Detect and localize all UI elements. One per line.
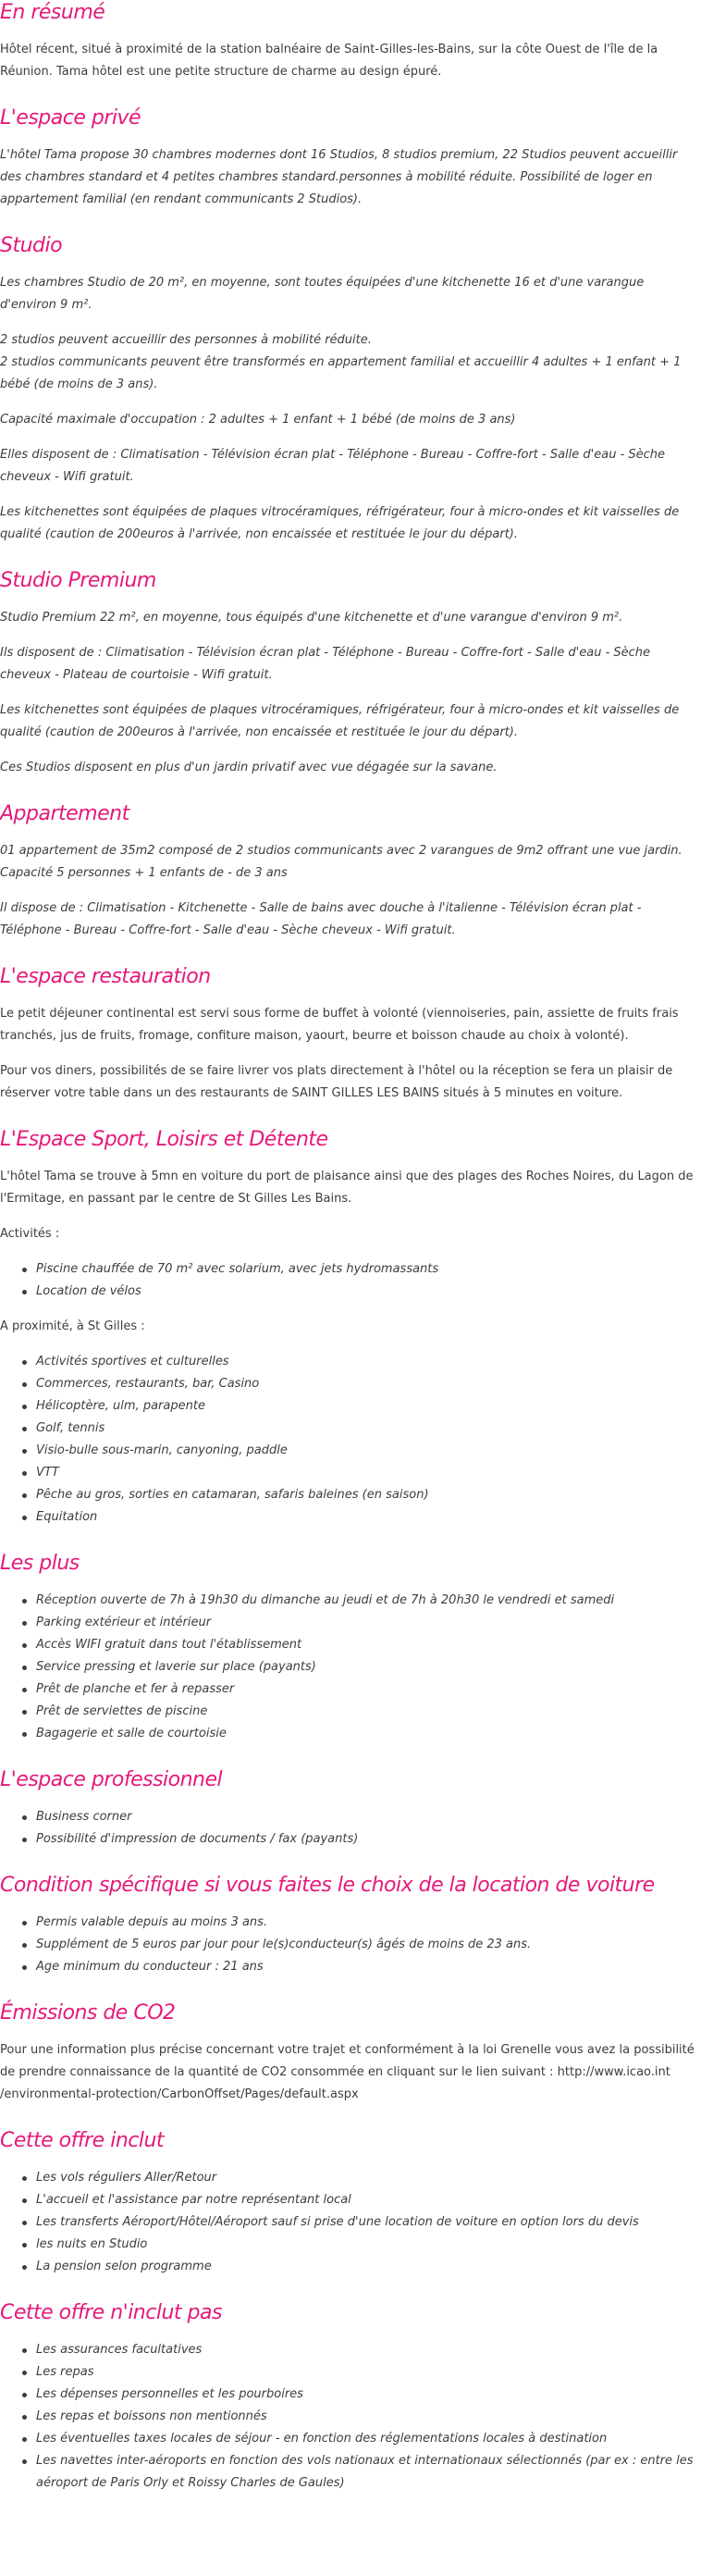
list-item: Age minimum du conducteur : 21 ans [36, 1956, 701, 1978]
section-professionnel [0, 1767, 701, 1851]
section-title: L'espace restauration [0, 965, 211, 988]
voiture-list [0, 1912, 701, 1978]
list-item: Business corner [36, 1806, 701, 1828]
section-title: Les plus [0, 1552, 80, 1575]
section-title: Studio Premium [0, 569, 156, 592]
section-title: Cette offre inclut [0, 2129, 165, 2152]
list-item: Prêt de serviettes de piscine [36, 1701, 701, 1723]
paragraph-line: 2 studios peuvent accueillir des personnes à mobilité réduite. [0, 333, 372, 347]
section-title: Émissions de CO2 [0, 2001, 176, 2025]
section-title: L'Espace Sport, Loisirs et Détente [0, 1128, 328, 1151]
section-location-voiture [0, 1873, 701, 1978]
inclut-list [0, 2167, 701, 2278]
section-title: Studio [0, 234, 63, 257]
paragraph: Ces Studios disposent en plus d'un jardin privatif avec vue dégagée sur la savane. [0, 761, 498, 774]
section-appartement [0, 801, 701, 942]
list-item: Pêche au gros, sorties en catamaran, safaris baleines (en saison) [36, 1484, 701, 1506]
paragraph: Pour une information plus précise concernant votre trajet et conformément à la loi Grenelle vous avez la possibilité de prendre connaissance de la quantité de CO2 consommée en cliquant sur le lien suivant : http://www.icao.int /environmental-protection/CarbonOffset/Pages/default.aspx [0, 2043, 695, 2101]
list-item: Accès WIFI gratuit dans tout l'établissement [36, 1634, 701, 1656]
list-item: Piscine chauffée de 70 m² avec solarium, avec jets hydromassants [36, 1258, 701, 1281]
paragraph: Les chambres Studio de 20 m², en moyenne, sont toutes équipées d'une kitchenette 16 et d'une varangue d'environ 9 m². [0, 276, 645, 312]
list-item: L'accueil et l'assistance par notre représentant local [36, 2189, 701, 2211]
paragraph: Hôtel récent, situé à proximité de la station balnéaire de Saint-Gilles-les-Bains, sur la côte Ouest de l'île de la Réunion. Tama hôtel est une petite structure de charme au design épuré. [0, 43, 658, 79]
list-item: Les repas et boissons non mentionnés [36, 2406, 701, 2428]
section-co2 [0, 2000, 701, 2106]
section-title: Cette offre n'inclut pas [0, 2301, 222, 2324]
section-resume [0, 0, 701, 83]
paragraph: Le petit déjeuner continental est servi sous forme de buffet à volonté (viennoiseries, pain, assiette de fruits frais tranchés, jus de fruits, fromage, confiture maison, yaourt, beurre et boisson chaude au choix à volonté). [0, 1007, 679, 1043]
section-studio-premium [0, 568, 701, 779]
plus-list [0, 1590, 701, 1745]
n-inclut-pas-list [0, 2339, 701, 2495]
paragraph: Les kitchenettes sont équipées de plaques vitrocéramiques, réfrigérateur, four à micro-ondes et kit vaisselles de qualité (caution de 200euros à l'arrivée, non encaissée et restituée le jour du départ). [0, 703, 680, 739]
section-title: Appartement [0, 802, 129, 825]
section-espace-prive [0, 105, 701, 211]
section-title: L'espace privé [0, 106, 141, 130]
list-item: Parking extérieur et intérieur [36, 1612, 701, 1634]
paragraph: 01 appartement de 35m2 composé de 2 studios communicants avec 2 varangues de 9m2 offrant une vue jardin. Capacité 5 personnes + 1 enfants de - de 3 ans [0, 844, 683, 880]
list-item: Hélicoptère, ulm, parapente [36, 1395, 701, 1418]
section-studio [0, 233, 701, 546]
list-item: les nuits en Studio [36, 2234, 701, 2256]
section-les-plus [0, 1551, 701, 1745]
paragraph: L'hôtel Tama propose 30 chambres modernes dont 16 Studios, 8 studios premium, 22 Studios peuvent accueillir des chambres standard et 4 petites chambres standard.personnes à mobilité réduite. Possibilité de loger en appartement familial (en rendant communicants 2 Studios). [0, 148, 678, 206]
list-item: Service pressing et laverie sur place (payants) [36, 1656, 701, 1678]
list-item: Les vols réguliers Aller/Retour [36, 2167, 701, 2189]
paragraph: Elles disposent de : Climatisation - Télévision écran plat - Téléphone - Bureau - Coffre-fort - Salle d'eau - Sèche cheveux - Wifi gratuit. [0, 448, 666, 484]
list-item: Activités sportives et culturelles [36, 1351, 701, 1373]
list-item: Les transferts Aéroport/Hôtel/Aéroport sauf si prise d'une location de voiture en option lors du devis [36, 2211, 701, 2234]
pro-list [0, 1806, 701, 1851]
list-item: Supplément de 5 euros par jour pour le(s)conducteur(s) âgés de moins de 23 ans. [36, 1934, 701, 1956]
activities-list [0, 1258, 701, 1303]
section-restauration [0, 964, 701, 1105]
list-item: Possibilité d'impression de documents / fax (payants) [36, 1828, 701, 1851]
list-item: VTT [36, 1462, 701, 1484]
list-item: Les navettes inter-aéroports en fonction des vols nationaux et internationaux sélectionnés (par ex : entre les aéroport de Paris Orly et Roissy Charles de Gaules) [36, 2450, 701, 2495]
paragraph: Ils disposent de : Climatisation - Télévision écran plat - Téléphone - Bureau - Coffre-fort - Salle d'eau - Sèche cheveux - Plateau de courtoisie - Wifi gratuit. [0, 646, 651, 682]
list-item: Réception ouverte de 7h à 19h30 du dimanche au jeudi et de 7h à 20h30 le vendredi et samedi [36, 1590, 701, 1612]
paragraph: Les kitchenettes sont équipées de plaques vitrocéramiques, réfrigérateur, four à micro-ondes et kit vaisselles de qualité (caution de 200euros à l'arrivée, non encaissée et restituée le jour du départ). [0, 505, 680, 541]
list-item: Permis valable depuis au moins 3 ans. [36, 1912, 701, 1934]
section-sport [0, 1127, 701, 1529]
list-item: Golf, tennis [36, 1418, 701, 1440]
list-label: A proximité, à St Gilles : [0, 1319, 145, 1333]
paragraph: Il dispose de : Climatisation - Kitchenette - Salle de bains avec douche à l'italienne - Télévision écran plat - Téléphone - Bureau - Coffre-fort - Salle d'eau - Sèche cheveux - Wifi gratuit. [0, 901, 642, 937]
section-offre-inclut [0, 2128, 701, 2278]
list-item: Bagagerie et salle de courtoisie [36, 1723, 701, 1745]
list-item: Les dépenses personnelles et les pourboires [36, 2384, 701, 2406]
paragraph: Capacité maximale d'occupation : 2 adultes + 1 enfant + 1 bébé (de moins de 3 ans) [0, 413, 516, 427]
section-offre-n-inclut-pas [0, 2300, 701, 2495]
list-item: Visio-bulle sous-marin, canyoning, paddle [36, 1440, 701, 1462]
list-item: La pension selon programme [36, 2256, 701, 2278]
list-item: Commerces, restaurants, bar, Casino [36, 1373, 701, 1395]
list-item: Les assurances facultatives [36, 2339, 701, 2361]
paragraph: Pour vos diners, possibilités de se faire livrer vos plats directement à l'hôtel ou la réception se fera un plaisir de réserver votre table dans un des restaurants de SAINT GILLES LES BAINS situés à 5 minutes en voiture. [0, 1064, 673, 1100]
paragraph: Studio Premium 22 m², en moyenne, tous équipés d'une kitchenette et d'une varangue d'environ 9 m². [0, 611, 623, 625]
paragraph: L'hôtel Tama se trouve à 5mn en voiture du port de plaisance ainsi que des plages des Roches Noires, du Lagon de l'Ermitage, en passant par le centre de St Gilles Les Bains. [0, 1170, 694, 1206]
list-item: Equitation [36, 1506, 701, 1529]
list-item: Location de vélos [36, 1281, 701, 1303]
paragraph-group [0, 329, 701, 396]
list-item: Prêt de planche et fer à repasser [36, 1678, 701, 1701]
section-title: L'espace professionnel [0, 1768, 223, 1791]
section-title: Condition spécifique si vous faites le choix de la location de voiture [0, 1874, 655, 1897]
list-item: Les repas [36, 2361, 701, 2384]
section-title: En résumé [0, 1, 105, 24]
list-label: Activités : [0, 1227, 60, 1241]
list-item: Les éventuelles taxes locales de séjour - en fonction des réglementations locales à destination [36, 2428, 701, 2450]
nearby-list [0, 1351, 701, 1529]
paragraph-line: 2 studios communicants peuvent être transformés en appartement familial et accueillir 4 adultes + 1 enfant + 1 bébé (de moins de 3 ans). [0, 355, 682, 391]
